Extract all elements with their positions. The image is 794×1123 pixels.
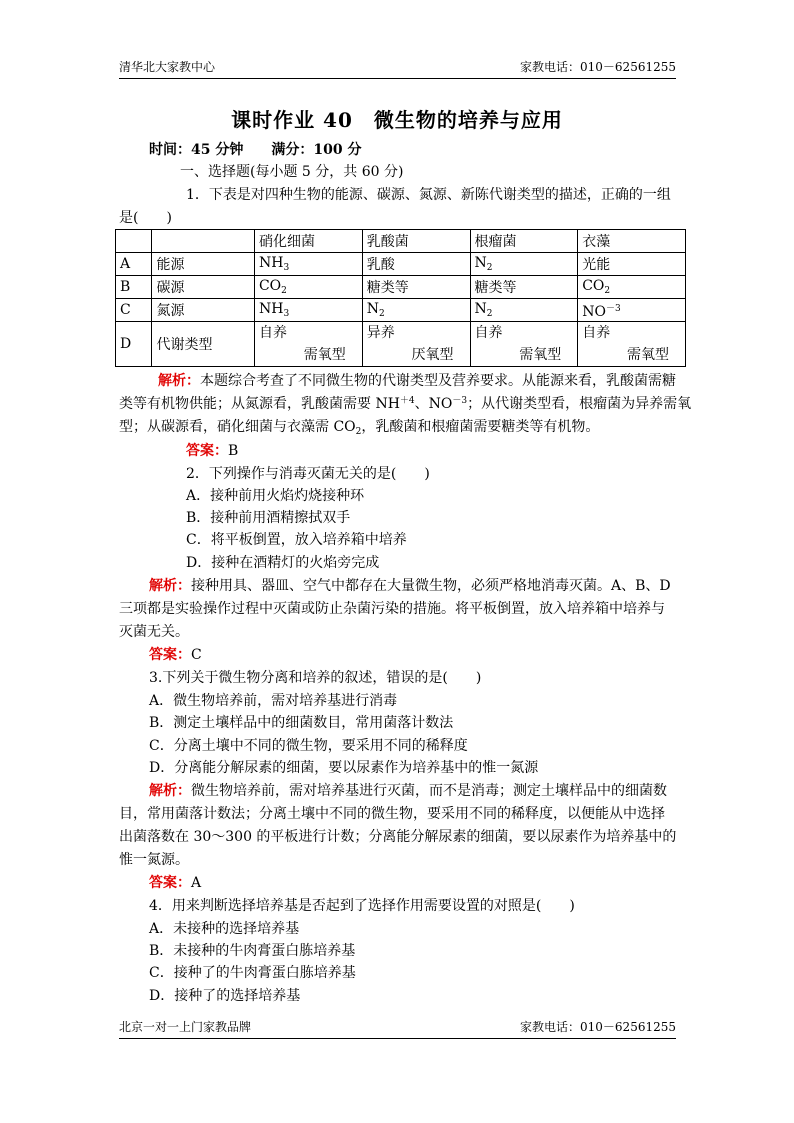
table-cell: 异养 厌氧型 bbox=[362, 322, 470, 367]
meta-time: 时间：45 分钟 满分：100 分 bbox=[149, 142, 362, 158]
q3-analysis-line1: 解析：微生物培养前，需对培养基进行灭菌，而不是消毒；测定土壤样品中的细菌数 bbox=[149, 783, 667, 799]
table-cell bbox=[116, 230, 152, 253]
q2-stem: 2．下列操作与消毒灭菌无关的是( ) bbox=[186, 466, 430, 482]
q2-option-a: A．接种前用火焰灼烧接种环 bbox=[186, 488, 365, 504]
table-cell: 光能 bbox=[578, 253, 686, 276]
q3-answer: 答案：A bbox=[149, 875, 202, 891]
table-header: 根瘤菌 bbox=[470, 230, 578, 253]
q2-analysis-line3: 灭菌无关。 bbox=[119, 624, 189, 640]
page-header bbox=[119, 58, 676, 79]
table-cell: 能源 bbox=[152, 253, 254, 276]
table-cell: 代谢类型 bbox=[152, 322, 254, 367]
q4-option-a: A．未接种的选择培养基 bbox=[149, 921, 300, 937]
table-cell: 自养 需氧型 bbox=[578, 322, 686, 367]
q4-option-d: D．接种了的选择培养基 bbox=[149, 988, 301, 1004]
table-cell: 自养 需氧型 bbox=[470, 322, 578, 367]
q3-analysis-line3: 出菌落数在 30～300 的平板进行计数；分离能分解尿素的细菌，要以尿素作为培养基中的 bbox=[119, 829, 677, 845]
q1-analysis-line1: 解析：本题综合考查了不同微生物的代谢类型及营养要求。从能源来看，乳酸菌需糖 bbox=[158, 373, 676, 389]
q1-table bbox=[115, 229, 686, 367]
q1-stem-end: 是( ) bbox=[119, 210, 172, 226]
table-cell: $NH_3$ bbox=[254, 299, 362, 322]
header-left: 清华北大家教中心 bbox=[119, 60, 216, 74]
q3-analysis-line2: 目，常用菌落计数法；分离土壤中不同的微生物，要采用不同的稀释度，以便能从中选择 bbox=[119, 806, 665, 822]
table-cell: 碳源 bbox=[152, 276, 254, 299]
table-header: 硝化细菌 bbox=[254, 230, 362, 253]
table-cell: $NH_3$ bbox=[254, 253, 362, 276]
table-row bbox=[116, 253, 686, 276]
q3-option-c: C．分离土壤中不同的微生物，要采用不同的稀释度 bbox=[149, 738, 468, 754]
q3-option-d: D．分离能分解尿素的细菌，要以尿素作为培养基中的惟一氮源 bbox=[149, 760, 539, 776]
page-title: 课时作业 40 微生物的培养与应用 bbox=[231, 108, 563, 132]
table-cell: 自养 需氧型 bbox=[254, 322, 362, 367]
q3-analysis-line4: 惟一氮源。 bbox=[119, 852, 189, 868]
q1-answer: 答案：B bbox=[186, 443, 239, 459]
footer-right: 家教电话：010－62561255 bbox=[520, 1020, 676, 1034]
q1-analysis-line2: 类等有机物供能；从氮源看，乳酸菌需要 $NH^{+4}$、$NO^{-3}$；从代谢类型看，根瘤菌为异养需氧 bbox=[119, 396, 692, 412]
table-header: 衣藻 bbox=[578, 230, 686, 253]
footer-left: 北京一对一上门家教品牌 bbox=[119, 1020, 252, 1034]
table-cell: 乳酸 bbox=[362, 253, 470, 276]
table-header-row bbox=[116, 230, 686, 253]
q2-analysis-line1: 解析：接种用具、器皿、空气中都存在大量微生物，必须严格地消毒灭菌。A、B、D bbox=[149, 578, 671, 594]
q3-stem: 3.下列关于微生物分离和培养的叙述，错误的是( ) bbox=[149, 670, 482, 686]
q4-option-c: C．接种了的牛肉膏蛋白胨培养基 bbox=[149, 965, 356, 981]
table-cell: $NO^{-3}$ bbox=[578, 299, 686, 322]
q3-option-b: B．测定土壤样品中的细菌数目，常用菌落计数法 bbox=[149, 715, 454, 731]
table-cell: $CO_2$ bbox=[254, 276, 362, 299]
section-heading: 一、选择题(每小题 5 分，共 60 分) bbox=[180, 164, 404, 180]
table-cell: D bbox=[116, 322, 152, 367]
q1-stem: 1．下表是对四种生物的能源、碳源、氮源、新陈代谢类型的描述，正确的一组 bbox=[186, 187, 671, 203]
table-cell: $CO_2$ bbox=[578, 276, 686, 299]
table-cell: $N_2$ bbox=[362, 299, 470, 322]
table-cell: A bbox=[116, 253, 152, 276]
header-right: 家教电话：010－62561255 bbox=[520, 60, 676, 74]
q1-analysis-line3: 型；从碳源看，硝化细菌与衣藻需 $CO_2$，乳酸菌和根瘤菌需要糖类等有机物。 bbox=[119, 419, 600, 437]
table-row bbox=[116, 322, 686, 367]
table-row bbox=[116, 299, 686, 322]
q4-stem: 4．用来判断选择培养基是否起到了选择作用需要设置的对照是( ) bbox=[149, 898, 575, 914]
q2-option-b: B．接种前用酒精擦拭双手 bbox=[186, 510, 351, 526]
table-cell: B bbox=[116, 276, 152, 299]
q2-analysis-line2: 三项都是实验操作过程中灭菌或防止杂菌污染的措施。将平板倒置，放入培养箱中培养与 bbox=[119, 601, 665, 617]
q2-option-c: C．将平板倒置，放入培养箱中培养 bbox=[186, 532, 407, 548]
table-cell: $N_2$ bbox=[470, 299, 578, 322]
table-cell: 糖类等 bbox=[362, 276, 470, 299]
table-cell bbox=[152, 230, 254, 253]
q2-answer: 答案：C bbox=[149, 647, 202, 663]
q4-option-b: B．未接种的牛肉膏蛋白胨培养基 bbox=[149, 943, 356, 959]
table-cell: $N_2$ bbox=[470, 253, 578, 276]
page-footer bbox=[119, 1018, 676, 1039]
q2-option-d: D．接种在酒精灯的火焰旁完成 bbox=[186, 555, 380, 571]
table-header: 乳酸菌 bbox=[362, 230, 470, 253]
table-cell: 氮源 bbox=[152, 299, 254, 322]
table-cell: 糖类等 bbox=[470, 276, 578, 299]
q3-option-a: A．微生物培养前，需对培养基进行消毒 bbox=[149, 693, 398, 709]
table-row bbox=[116, 276, 686, 299]
table-cell: C bbox=[116, 299, 152, 322]
